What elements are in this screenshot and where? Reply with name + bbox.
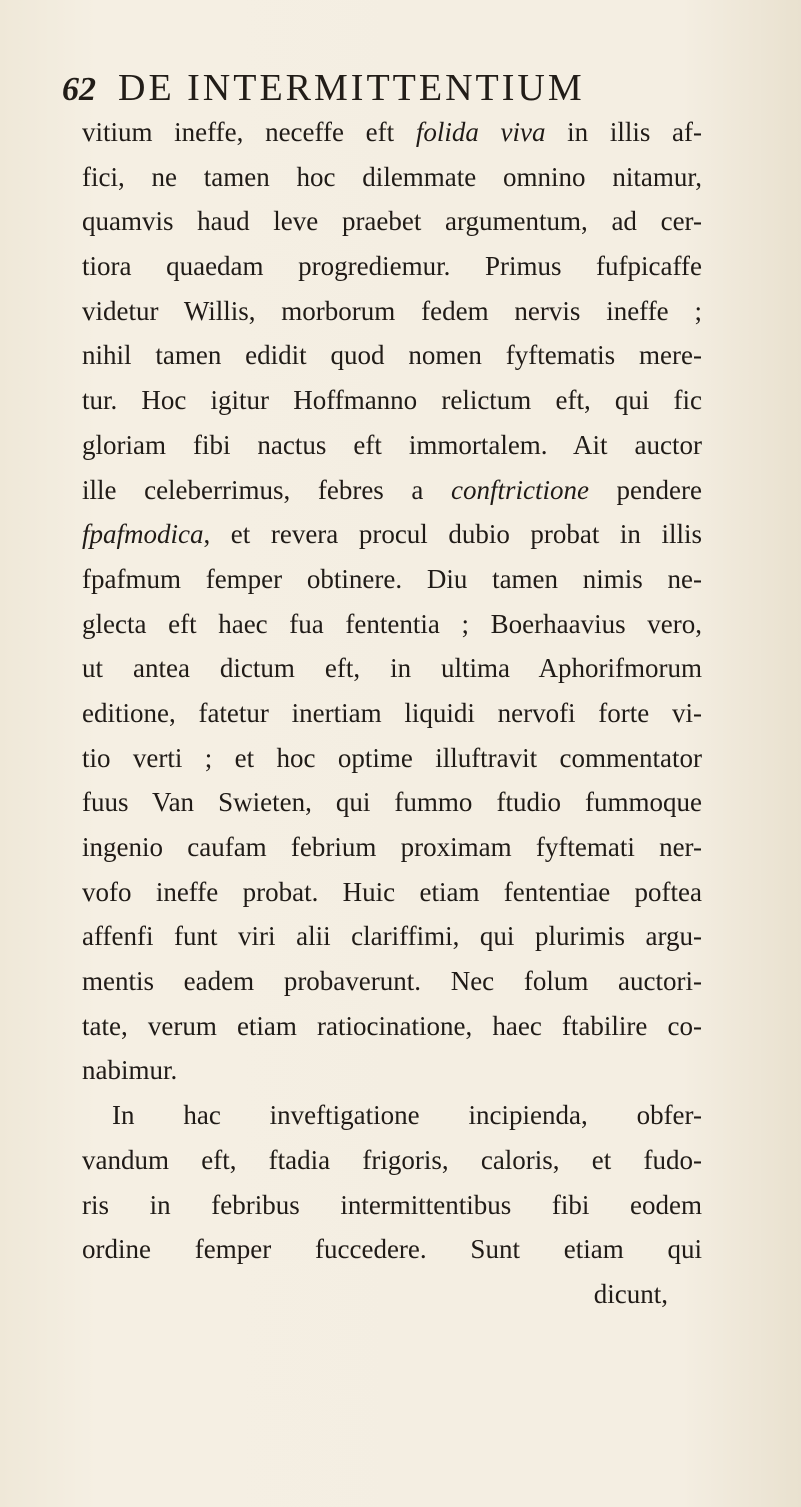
page-header	[62, 66, 702, 114]
text-line: tio verti ; et hoc optime illuftravit commentator	[82, 742, 702, 773]
text-line: tur. Hoc igitur Hoffmanno relictum eft, qui fic	[82, 385, 702, 416]
text-line: mentis eadem probaverunt. Nec folum auctori-	[82, 966, 702, 997]
text-line: tiora quaedam progrediemur. Primus fufpicaffe	[82, 251, 702, 282]
text-line: In hac inveftigatione incipienda, obfer-	[112, 1100, 702, 1131]
text-line: gloriam fibi nactus eft immortalem. Ait auctor	[82, 429, 702, 460]
text-line: ingenio caufam febrium proximam fyftemati ner-	[82, 832, 702, 862]
text-line: glecta eft haec fua fententia ; Boerhaavius vero,	[82, 608, 702, 639]
text-line: videtur Willis, morborum fedem nervis ineffe ;	[82, 295, 702, 326]
text-line: ille celeberrimus, febres a conftrictione pendere	[82, 474, 702, 505]
text-line: quamvis haud leve praebet argumentum, ad cer-	[82, 206, 702, 237]
catchword: dicunt,	[593, 1278, 668, 1309]
page-number: 62	[62, 71, 96, 108]
text-line: vofo ineffe probat. Huic etiam fententiae poftea	[82, 876, 702, 907]
text-line: ris in febribus intermittentibus fibi eodem	[82, 1189, 702, 1220]
text-line: nabimur.	[82, 1055, 178, 1086]
text-line: ordine femper fuccedere. Sunt etiam qui	[82, 1234, 702, 1265]
text-line: tate, verum etiam ratiocinatione, haec ftabilire co-	[82, 1010, 702, 1041]
text-line: fpafmum femper obtinere. Diu tamen nimis ne-	[82, 563, 702, 594]
text-line: ut antea dictum eft, in ultima Aphorifmorum	[82, 653, 702, 684]
text-line: vandum eft, ftadia frigoris, caloris, et fudo-	[82, 1144, 702, 1175]
text-line: nihil tamen edidit quod nomen fyftematis mere-	[82, 340, 702, 371]
text-line: affenfi funt viri alii clariffimi, qui plurimis argu-	[82, 921, 702, 952]
text-line: vitium ineffe, neceffe eft folida viva in illis af-	[82, 117, 702, 147]
body-text	[82, 110, 702, 1317]
text-line: fici, ne tamen hoc dilemmate omnino nitamur,	[82, 161, 702, 192]
text-line: fpafmodica, et revera procul dubio probat in illis	[82, 519, 702, 550]
text-line: fuus Van Swieten, qui fummo ftudio fummoque	[82, 787, 702, 818]
running-title: DE INTERMITTENTIUM	[118, 67, 585, 109]
text-line: editione, fatetur inertiam liquidi nervofi forte vi-	[82, 697, 702, 728]
